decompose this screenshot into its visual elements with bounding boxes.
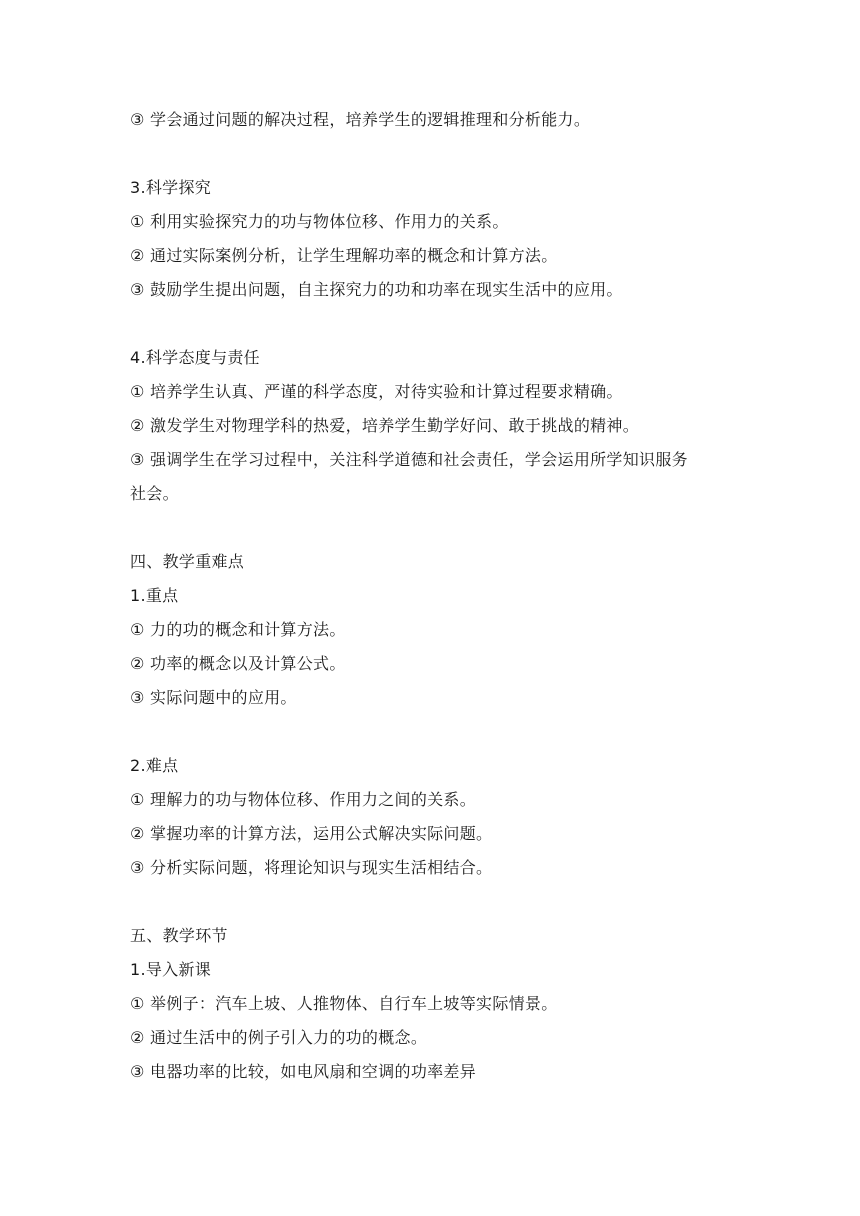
section-heading-difficult-points: 2.难点: [130, 756, 179, 775]
attitude-item-1: ① 培养学生认真、严谨的科学态度，对待实验和计算过程要求精确。: [130, 382, 623, 401]
objective-item-3: ③ 学会通过问题的解决过程，培养学生的逻辑推理和分析能力。: [130, 110, 591, 129]
key-point-item-3: ③ 实际问题中的应用。: [130, 688, 297, 707]
chapter-heading-key-difficult-points: 四、教学重难点: [130, 552, 245, 571]
difficult-point-item-2: ② 掌握功率的计算方法，运用公式解决实际问题。: [130, 824, 493, 843]
introduction-item-3: ③ 电器功率的比较，如电风扇和空调的功率差异: [130, 1062, 477, 1081]
section-heading-scientific-inquiry: 3.科学探究: [130, 178, 212, 197]
chapter-heading-teaching-process: 五、教学环节: [130, 926, 228, 945]
section-heading-key-points: 1.重点: [130, 586, 179, 605]
inquiry-item-3: ③ 鼓励学生提出问题，自主探究力的功和功率在现实生活中的应用。: [130, 280, 623, 299]
section-heading-introduction: 1.导入新课: [130, 960, 212, 979]
introduction-item-2: ② 通过生活中的例子引入力的功的概念。: [130, 1028, 428, 1047]
attitude-item-2: ② 激发学生对物理学科的热爱，培养学生勤学好问、敢于挑战的精神。: [130, 416, 640, 435]
introduction-item-1: ① 举例子：汽车上坡、人推物体、自行车上坡等实际情景。: [130, 994, 558, 1013]
inquiry-item-1: ① 利用实验探究力的功与物体位移、作用力的关系。: [130, 212, 509, 231]
attitude-item-3: ③ 强调学生在学习过程中，关注科学道德和社会责任，学会运用所学知识服务: [130, 450, 688, 469]
attitude-item-3-continued: 社会。: [130, 484, 179, 503]
difficult-point-item-3: ③ 分析实际问题，将理论知识与现实生活相结合。: [130, 858, 493, 877]
key-point-item-2: ② 功率的概念以及计算公式。: [130, 654, 346, 673]
difficult-point-item-1: ① 理解力的功与物体位移、作用力之间的关系。: [130, 790, 477, 809]
inquiry-item-2: ② 通过实际案例分析，让学生理解功率的概念和计算方法。: [130, 246, 558, 265]
key-point-item-1: ① 力的功的概念和计算方法。: [130, 620, 346, 639]
section-heading-attitude-responsibility: 4.科学态度与责任: [130, 348, 260, 367]
